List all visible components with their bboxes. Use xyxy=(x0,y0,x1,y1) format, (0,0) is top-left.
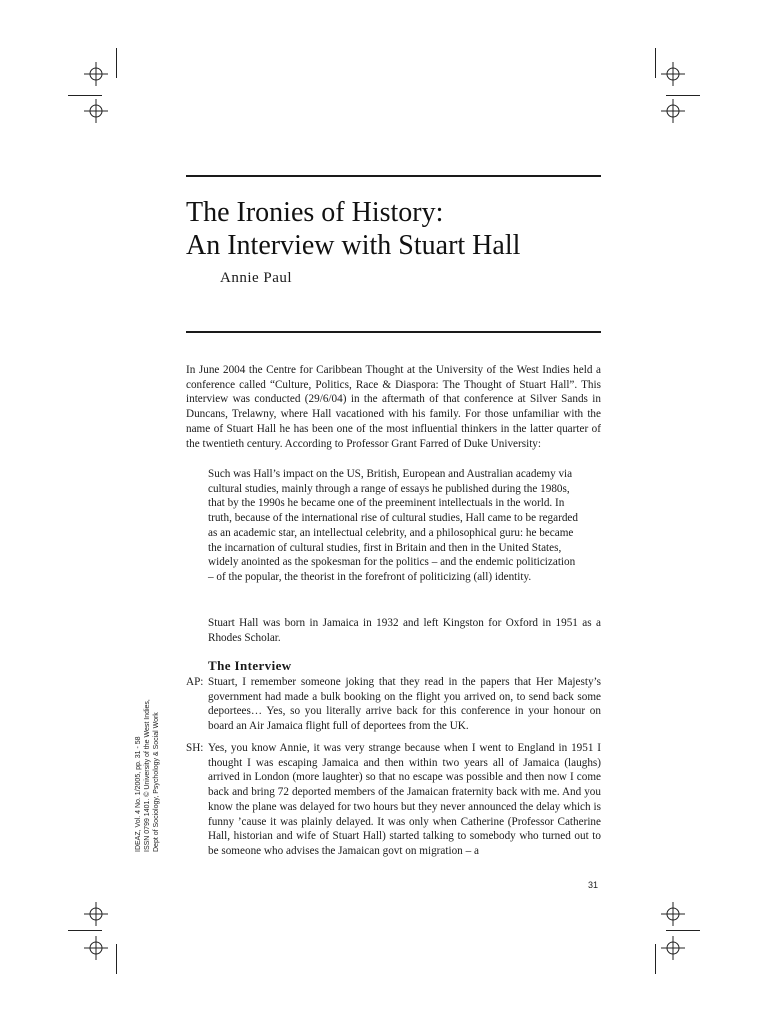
section-heading: The Interview xyxy=(208,658,292,673)
journal-side-note xyxy=(134,699,161,852)
registration-mark-top-right xyxy=(661,62,685,86)
registration-mark-top-right-lower xyxy=(661,99,685,123)
registration-mark-bottom-right-lower xyxy=(661,936,685,960)
intro-paragraph: In June 2004 the Centre for Caribbean Thought at the University of the West Indies held a conference called “Culture, Politics, Race & Diaspora: The Thought of Stuart Hall”. This interview was conducted (29/6/04) in the aftermath of that conference at Silver Sands in Duncans, Trelawny, where Hall vacationed with his family. For those unfamiliar with the name of Stuart Hall he has been one of the most influential thinkers in the latter quarter of the twentieth century. According to Professor Grant Farred of Duke University: xyxy=(186,364,601,450)
registration-mark-top-left-lower xyxy=(84,99,108,123)
crop-mark-bottom-right xyxy=(655,944,656,974)
born-paragraph: Stuart Hall was born in Jamaica in 1932 and left Kingston for Oxford in 1951 as a Rhodes Scholar. xyxy=(208,617,601,644)
registration-mark-bottom-left xyxy=(84,902,108,926)
registration-mark-bottom-right xyxy=(661,902,685,926)
side-note-line3: Dept of Sociology, Psychology & Social Work xyxy=(153,712,160,852)
dialogue-ap xyxy=(186,675,601,734)
speaker-label: AP: xyxy=(186,676,204,688)
crop-mark-top-left-h xyxy=(68,95,102,96)
article-author: Annie Paul xyxy=(220,270,293,286)
dialogue-sh xyxy=(186,741,601,859)
crop-mark-top-right-h xyxy=(666,95,700,96)
article-title-line2: An Interview with Stuart Hall xyxy=(186,230,521,261)
block-quote: Such was Hall’s impact on the US, British, European and Australian academy via cultural studies, mainly through a range of essays he published during the 1980s, that by the 1990s he became one of the preeminent intellectuals in the world. In truth, because of the international rise of cultural studies, Hall came to be regarded as an academic star, an intellectual celebrity, and a philosophical guru: he became the incarnation of cultural studies, first in Britain and then in the United States, widely anointed as the spokesman for the politics – and the endemic politicization – of the popular, the theorist in the forefront of politicizing (all) identity. xyxy=(208,468,578,583)
crop-mark-top-left xyxy=(116,48,117,78)
dialogue-text: Stuart, I remember someone joking that they read in the papers that Her Majesty’s government had made a bulk booking on the flight you arrived on, to send back some deportees… Yes, so you literally arrive back for this conference in your honour on board an Air Jamaica flight full of deportees from the UK. xyxy=(208,676,601,733)
page-number: 31 xyxy=(588,880,599,890)
crop-mark-bottom-left xyxy=(116,944,117,974)
speaker-label: SH: xyxy=(186,742,204,754)
crop-mark-bottom-right-h xyxy=(666,930,700,931)
registration-mark-bottom-left-lower xyxy=(84,936,108,960)
registration-mark-top-left xyxy=(84,62,108,86)
article-title xyxy=(186,196,606,262)
side-note-line2: ISSN 0799 1401. © University of the West Indies, xyxy=(144,699,151,852)
crop-mark-bottom-left-h xyxy=(68,930,102,931)
dialogue-text: Yes, you know Annie, it was very strange because when I went to England in 1951 I thought I was escaping Jamaica and then within two years all of Jamaica (laughs) arrived in London (more laughter) so that no escape was possible and then now I come back and bring 72 deported members of the Jamaican fraternity back with me. And you know the plane was delayed for two hours but they never announced the delay which is funny ’cause it was plainly delayed. It was only when Catherine (Professor Catherine Hall, historian and wife of Stuart Hall) started talking to somebody who turned out to be someone who advises the Jamaican govt on migration – a xyxy=(208,742,601,857)
title-rule-top xyxy=(186,175,601,177)
side-note-line1: IDEAZ, Vol. 4 No. 1/2005, pp. 31 - 58 xyxy=(135,736,142,852)
article-title-line1: The Ironies of History: xyxy=(186,197,444,228)
crop-mark-top-right xyxy=(655,48,656,78)
title-rule-bottom xyxy=(186,331,601,333)
